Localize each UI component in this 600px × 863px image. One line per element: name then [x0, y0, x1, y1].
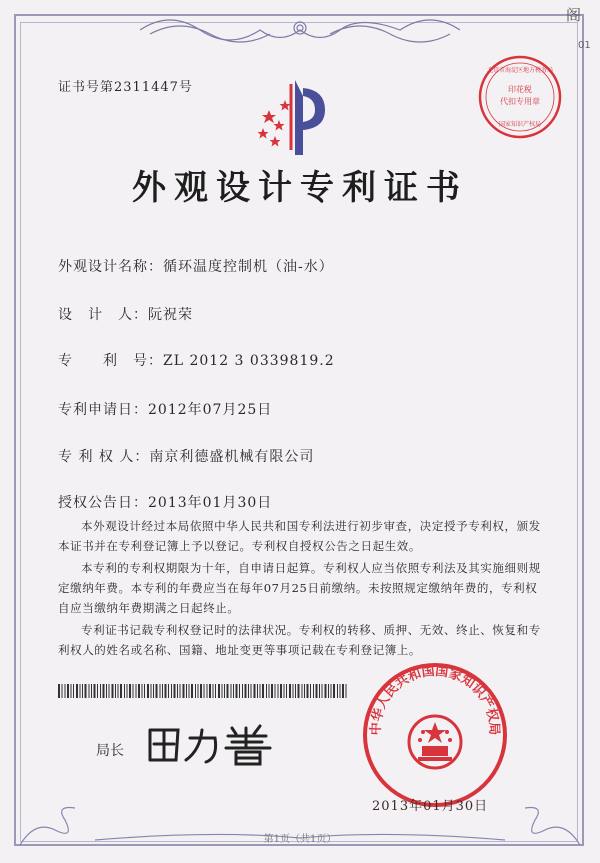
- field-label: 专利申请日：: [58, 402, 148, 418]
- page-number: 第1页（共1页）: [263, 834, 337, 845]
- design-name-field: [58, 256, 334, 276]
- director-signature: [140, 718, 290, 768]
- paragraph-grant: 本外观设计经过本局依照中华人民共和国专利法进行初步审查，决定授予专利权，颁发本证书并在专利登记簿上予以登记。专利权自授权公告之日起生效。: [58, 519, 541, 553]
- application-date-field: [58, 399, 272, 419]
- patent-number-field: [58, 350, 335, 370]
- patentee-field: [58, 446, 314, 466]
- designer-field: [58, 304, 193, 324]
- top-ornament: [130, 10, 470, 50]
- svg-text:代扣专用章: 代扣专用章: [500, 97, 540, 106]
- field-label: 专 利 权 人：: [58, 449, 150, 465]
- field-label: 授权公告日：: [58, 495, 148, 511]
- field-value: 2012年07月25日: [148, 402, 273, 418]
- field-label: 专 利 号：: [58, 353, 163, 369]
- grant-date-field: [58, 492, 272, 512]
- field-label: 外观设计名称：: [58, 259, 163, 275]
- field-value: 阮祝荣: [148, 307, 193, 323]
- field-value: ZL 2012 3 0339819.2: [163, 353, 335, 369]
- paragraph-term: 本专利的专利权期限为十年，自申请日起算。专利权人应当依照专利法及其实施细则规定缴纳年费。本专利的年费应当在每年07月25日前缴纳。未按照规定缴纳年费的，专利权自应当缴纳年费期满之日起终止。: [58, 561, 541, 615]
- svg-text:北京市海淀区地方税务局: 北京市海淀区地方税务局: [486, 67, 554, 74]
- tax-stamp-seal: [475, 52, 565, 142]
- field-value: 2013年01月30日: [148, 495, 273, 511]
- svg-text:国家知识产权局: 国家知识产权局: [498, 121, 542, 128]
- seal-date: 2013年01月30日: [372, 799, 489, 814]
- barcode: [58, 684, 348, 698]
- document-title: 外观设计专利证书: [132, 168, 468, 208]
- certificate-number: 证书号第2311447号: [58, 80, 193, 95]
- field-label: 设 计 人：: [58, 307, 148, 323]
- handwritten-corner-note: 阁: [566, 6, 582, 24]
- patent-office-logo: [255, 70, 335, 160]
- paragraph-record: 专利证书记载专利权登记时的法律状况。专利权的转移、质押、无效、终止、恢复和专利权人的姓名或名称、国籍、地址变更等事项记载在专利登记簿上。: [58, 623, 541, 657]
- director-label: 局长: [96, 743, 124, 759]
- national-ip-office-seal: [360, 660, 510, 810]
- svg-text:印花税: 印花税: [508, 85, 532, 94]
- handwritten-corner-number: 01: [578, 40, 591, 51]
- field-value: 南京利德盛机械有限公司: [149, 449, 315, 465]
- field-value: 循环温度控制机（油-水）: [163, 259, 334, 275]
- svg-text:中华人民共和国国家知识产权局: 中华人民共和国国家知识产权局: [368, 663, 502, 736]
